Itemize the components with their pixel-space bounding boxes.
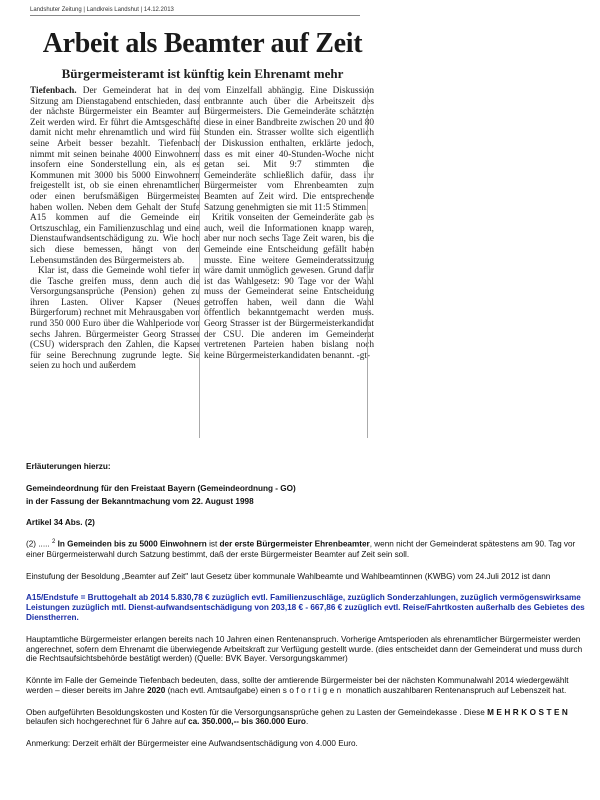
- case-year: 2020: [147, 685, 166, 695]
- explanation-section: [26, 462, 592, 755]
- para-rest: , wenn nicht der Gemeinderat spätestens am 90. Tag vor einer Bürgermeisterwahl durch Satzung bestimmt, daß der erste Bürgermeister Beamter auf Zeit sein soll.: [26, 539, 576, 559]
- costs-text: [26, 708, 592, 728]
- einstufung-text: Einstufung der Besoldung „Beamter auf Zeit" laut Gesetz über kommunale Wahlbeamte und Wahlbeamtinnen (KWBG) vom 24.Juli 2012 ist dann: [26, 571, 551, 581]
- case-part-2: (nach evtl. Amtsaufgabe) einen: [167, 685, 281, 695]
- costs-spaced: MEHRKOSTEN: [487, 707, 571, 717]
- article-title: Arbeit als Beamter auf Zeit: [42, 28, 363, 59]
- para-prefix: (2) .....: [26, 539, 50, 549]
- remark-text: Anmerkung: Derzeit erhält der Bürgermeister eine Aufwandsentschädigung von 4.000 Euro.: [26, 739, 358, 749]
- para-mid: ist: [209, 539, 218, 549]
- article-paragraph: Klar ist, dass die Gemeinde wohl tiefer in die Tasche greifen muss, denn auch die Versorgungsansprüche (Pension) gehen zu ihren Lasten. Oliver Kapser (Neues Bürgerforum) rechnet mit Mehrausgaben von rund 350 000 Euro über die Wahlperiode von sechs Jahren. Bürgermeister Georg Strasser (CSU) widersprach den Zahlen, die Kapser für seine Berechnung zugrunde legte. Sie seien zu hoch und außerdem: [30, 266, 200, 372]
- article-subtitle: Bürgermeisteramt ist künftig kein Ehrenamt mehr: [61, 66, 344, 81]
- pension-text: Hauptamtliche Bürgermeister erlangen bereits nach 10 Jahren einen Rentenanspruch. Vorherige Amtsperioden als ehrenamtlicher Bürgermeister werden angerechnet, sofern dem Ehrenamt die überwiegende Arbeitskraft zur Verfügung gestellt wurde. (dies entscheidet dann der Gemeinderat und muss durch die Rechtsaufsichtsbehörde bestätigt werden) (Quelle: BVK Bayer. Versorgungskammer): [26, 634, 583, 664]
- article-column-2: [204, 86, 374, 361]
- header-rule: [30, 15, 360, 16]
- case-text: [26, 676, 592, 696]
- article-paragraph: Kritik vonseiten der Gemeinderäte gab es auch, weil die Informationen knapp waren, aber nur noch sechs Tage Zeit waren, bis die Gemeinde eine Entscheidung gefällt haben musste. Eine weitere Gemeinderatssitzung wäre damit unmöglich gewesen. Grund dafür ist das Wahlgesetz: 90 Tage vor der Wahl muss der Gemeinderat seine Entscheidung getroffen haben, weil dann die Wahl öffentlich bekanntgemacht werden muss. Georg Strasser ist der Bürgermeisterkandidat der CSU. Die anderen im Gemeinderat vertretenen Parteien haben bislang noch keine Bürgermeisterkandidaten benannt. -gt-: [204, 213, 374, 361]
- para-bold-2: der erste Bürgermeister Ehrenbeamter: [219, 539, 370, 549]
- law-title-2: in der Fassung der Bekanntmachung vom 22. August 1998: [26, 496, 254, 506]
- case-part-3: monatlich auszahlbaren Rentenanspruch auf Lebenszeit hat.: [345, 685, 567, 695]
- costs-part-1: Oben aufgeführten Besoldungskosten und Kosten für die Versorgungsansprüche gehen zu Lasten der Gemeindekasse . Diese: [26, 707, 485, 717]
- notes-heading: Erläuterungen hierzu:: [26, 462, 111, 471]
- costs-end: .: [305, 717, 309, 727]
- case-spaced: sofortigen: [282, 685, 344, 695]
- costs-part-2: belaufen sich hochgerechnet für 6 Jahre auf: [26, 717, 186, 727]
- salary-details: A15/Endstufe = Bruttogehalt ab 2014 5.830,78 € zuzüglich evtl. Familienzuschläge, zuzüglich Sonderzahlungen, zuzüglich vermögenswirksame Leistungen zuzüglich mtl. Dienst-aufwandsentschädigung von 203,18 € - 667,86 € zuzüglich evtl. Reise/Fahrtkosten außerhalb des Gebietes des Dienstherren.: [26, 593, 585, 622]
- para-bold-1: In Gemeinden bis zu 5000 Einwohnern: [57, 539, 207, 549]
- para-superscript: 2: [51, 539, 56, 546]
- newspaper-header: Landshuter Zeitung | Landkreis Landshut | 14.12.2013: [30, 7, 174, 13]
- law-paragraph: [26, 538, 592, 559]
- article-paragraph: [30, 86, 200, 266]
- law-title-1: Gemeindeordnung für den Freistaat Bayern (Gemeindeordnung - GO): [26, 483, 296, 493]
- article-reference: Artikel 34 Abs. (2): [26, 518, 95, 528]
- paragraph-text: Der Gemeinderat hat in der Sitzung am Dienstagabend entschieden, dass der nächste Bürgermeister ein Beamter auf Zeit werden wird. Er führt die Amtsgeschäfte damit nicht mehr ehrenamtlich und wird für seine Arbeit besser bezahlt. Tiefenbach nimmt mit seinen beinahe 4000 Einwohnern insofern eine Sonderstellung ein, als es Kommunen mit 3000 bis 5000 Einwohnern freigestellt ist, ob sie einen ehrenamtlichen oder einen berufsmäßigen Bürgermeister haben wollen. Neben dem Gehalt der Stufe A15 kommen auf die Gemeinde ein Ortszuschlag, ein Familienzuschlag und eine Dienstaufwandsentschädigung zu. Wie hoch sich diese bemessen, hängt von den Lebensumständen des Bürgermeisters ab.: [30, 86, 200, 266]
- column-divider: [199, 86, 200, 438]
- article-paragraph: vom Einzelfall abhängig. Eine Diskussion entbrannte auch über die Arbeitszeit des Bürgermeisters. Die Gemeinderäte schätzten diese in einer Bandbreite zwischen 20 und 80 Stunden ein. Strasser wollte sich eigentlich der Diskussion enthalten, erklärte jedoch, dass es mit einer 40-Stunden-Woche nicht getan sei. Mit 9:7 stimmten die Gemeinderäte schließlich dafür, dass ihr Bürgermeister vom Ehrenbeamten zum Beamten auf Zeit wird. Die entsprechende Satzung genehmigten sie mit 11:5 Stimmen.: [204, 86, 374, 213]
- dateline: Tiefenbach.: [30, 86, 77, 96]
- article-column-1: [30, 86, 200, 372]
- costs-amount: ca. 350.000,-- bis 360.000 Euro: [188, 717, 306, 727]
- case-part-1: Könnte im Falle der Gemeinde Tiefenbach bedeuten, dass, sollte der amtierende Bürgermeister bei der nächsten Kommunalwahl 2014 wiedergewählt werden – dieser bereits im Jahre: [26, 676, 569, 695]
- column-end-rule: [367, 86, 368, 438]
